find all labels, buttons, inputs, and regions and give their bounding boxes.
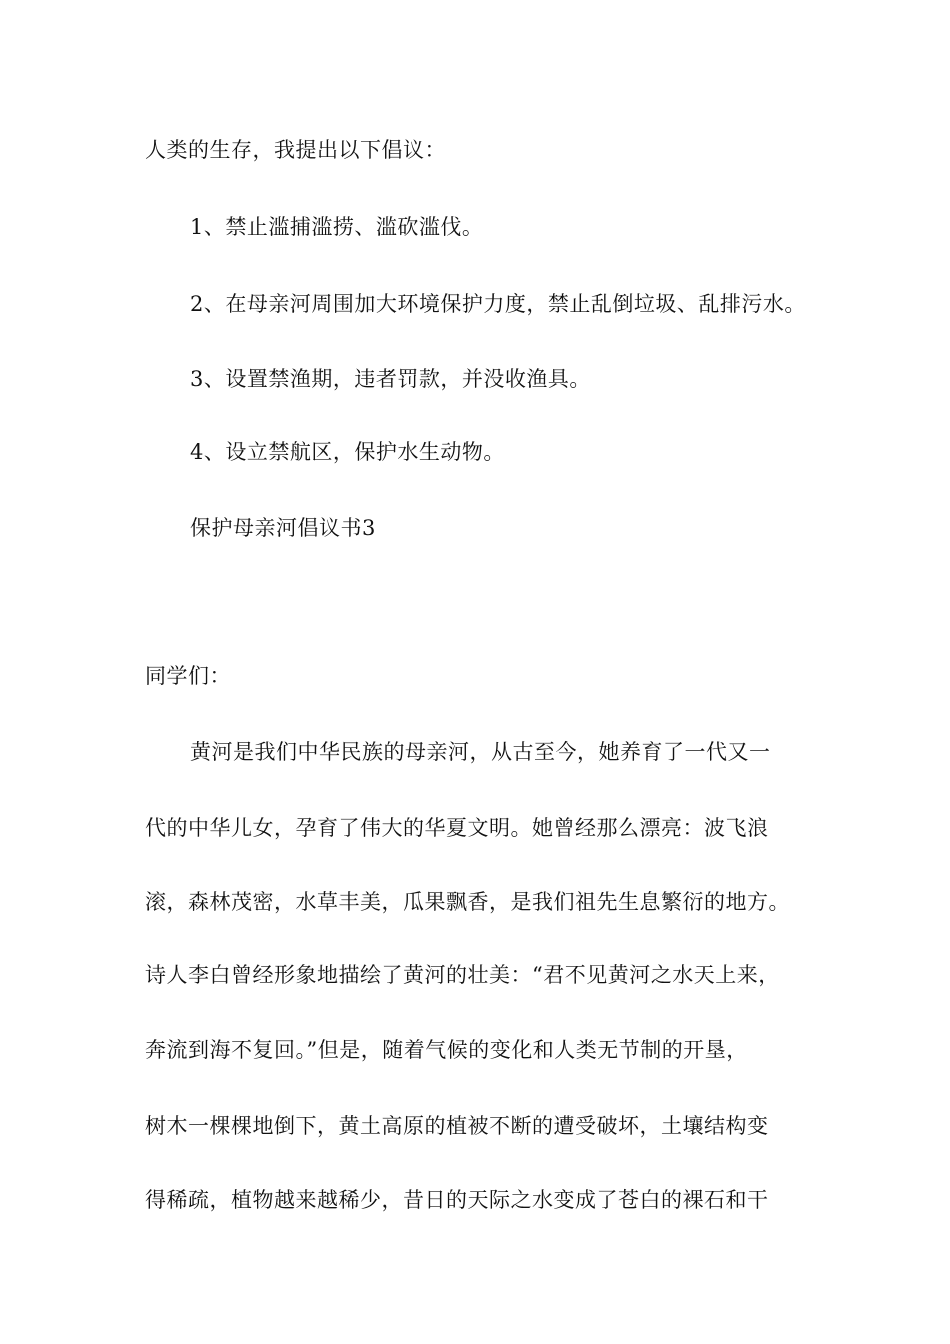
- paragraph-line: 诗人李白曾经形象地描绘了黄河的壮美：“君不见黄河之水天上来，: [145, 963, 780, 987]
- paragraph-line: 滚，森林茂密，水草丰美，瓜果飘香，是我们祖先生息繁衍的地方。: [145, 890, 790, 914]
- paragraph-line: 奔流到海不复回。”但是，随着气候的变化和人类无节制的开垦，: [145, 1038, 748, 1062]
- proposal-item-4: 4、设立禁航区，保护水生动物。: [190, 440, 505, 464]
- paragraph-line: 得稀疏，植物越来越稀少，昔日的天际之水变成了苍白的裸石和干: [145, 1188, 769, 1212]
- salutation: 同学们：: [145, 664, 231, 688]
- proposal-item-1: 1、禁止滥捕滥捞、滥砍滥伐。: [190, 215, 484, 239]
- proposal-item-2: 2、在母亲河周围加大环境保护力度，禁止乱倒垃圾、乱排污水。: [190, 292, 806, 316]
- paragraph-line: 黄河是我们中华民族的母亲河，从古至今，她养育了一代又一: [190, 740, 771, 764]
- section-heading: 保护母亲河倡议书3: [190, 516, 376, 540]
- paragraph-line: 代的中华儿女，孕育了伟大的华夏文明。她曾经那么漂亮：波飞浪: [145, 816, 769, 840]
- proposal-item-3: 3、设置禁渔期，违者罚款，并没收渔具。: [190, 367, 591, 391]
- paragraph-line: 人类的生存，我提出以下倡议：: [145, 138, 446, 162]
- paragraph-line: 树木一棵棵地倒下，黄土高原的植被不断的遭受破坏，土壤结构变: [145, 1114, 769, 1138]
